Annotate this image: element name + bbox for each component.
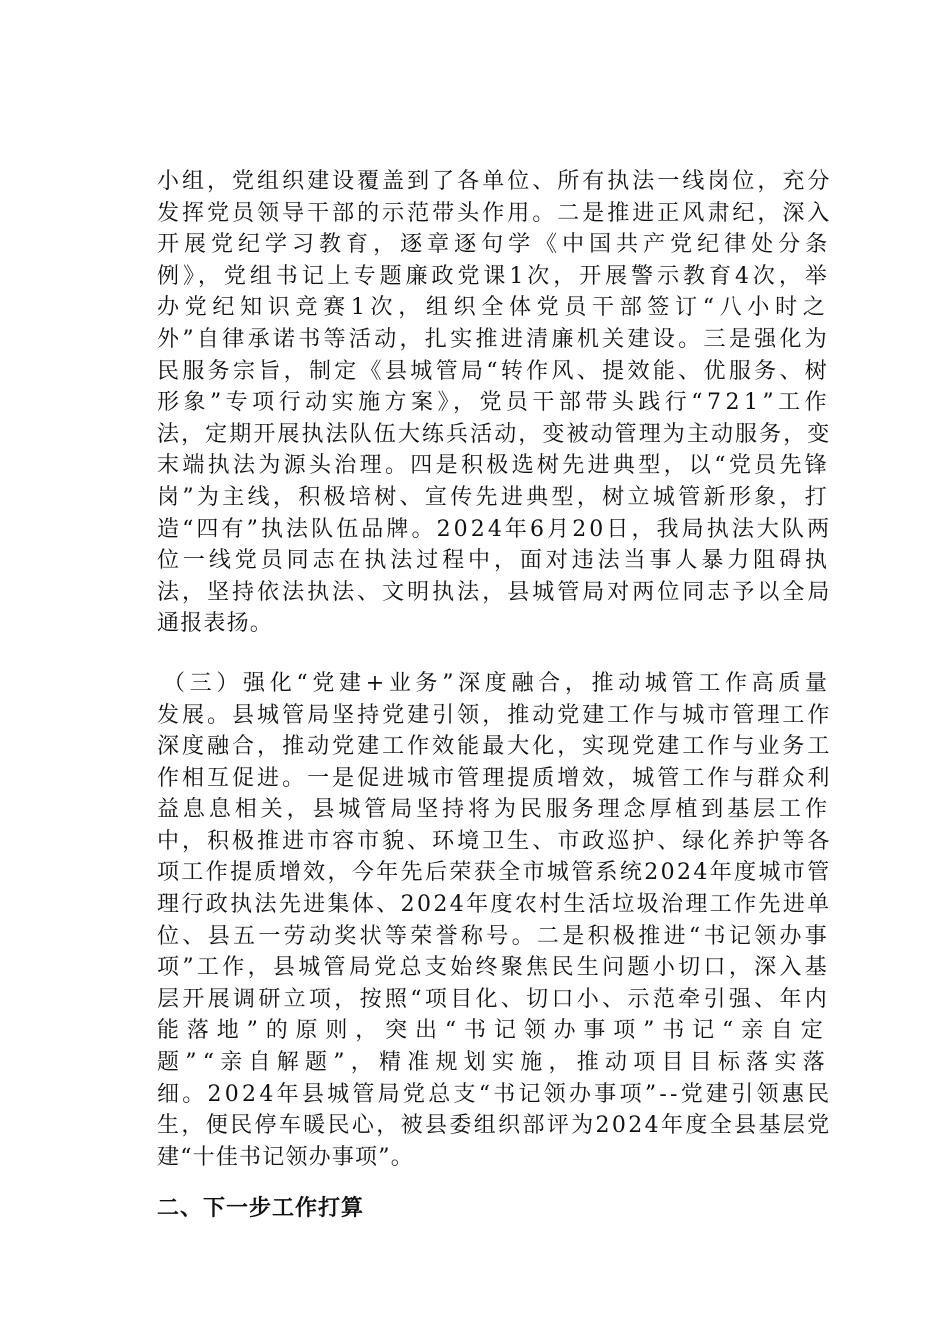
text-line [157,450,832,482]
line-text: 项”工作，县城管局党总支始终聚焦民生问题小切口，深入基 [157,955,831,981]
text-line [157,166,832,198]
text-line [157,1047,832,1079]
line-text: 建“十佳书记领办事项”。 [157,1144,414,1170]
line-text: 外”自律承诺书等活动，扎实推进清廉机关建设。三是强化为 [157,326,831,352]
line-text: 生，便民停车暖民心，被县委组织部评为2024年度全县基层党 [157,1113,832,1139]
text-line [157,763,832,795]
paragraph-1 [157,166,832,640]
text-line [157,1079,832,1111]
text-line [157,356,832,388]
line-text: 位、县五一劳动奖状等荣誉称号。二是积极推进“书记领办事 [157,923,831,949]
line-text: 益息息相关，县城管局坚持将为民服务理念厚植到基层工作 [157,797,831,823]
text-line [157,1142,832,1174]
text-line [157,292,832,324]
line-text: 民服务宗旨，制定《县城管局“转作风、提效能、优服务、树 [157,358,831,384]
text-line [157,608,832,640]
line-text: 项工作提质增效，今年先后荣获全市城管系统2024年度城市管 [157,860,832,886]
line-text: 办党纪知识竞赛1次，组织全体党员干部签订“八小时之 [157,295,831,321]
line-text: 位一线党员同志在执法过程中，面对违法当事人暴力阻碍执 [157,548,831,574]
text-line [157,514,832,546]
text-line [157,668,832,700]
line-text: 例》，党组书记上专题廉政党课1次，开展警示教育4次，举 [157,263,831,289]
text-line [157,545,832,577]
line-text: 深度融合，推动党建工作效能最大化，实现党建工作与业务工 [157,734,833,760]
text-line [157,952,832,984]
text-line [157,921,832,953]
text-line [157,984,832,1016]
document-body [157,166,832,1225]
text-line [157,198,832,230]
line-text: 形象”专项行动实施方案》，党员干部带头践行“721”工作 [157,390,832,416]
paragraph-gap [157,640,832,668]
line-text: 理行政执法先进集体、2024年度农村生活垃圾治理工作先进单 [157,892,832,918]
line-text: 岗”为主线，积极培树、宣传先进典型，树立城管新形象，打 [157,484,831,510]
line-text: 细。2024年县城管局党总支“书记领办事项”--党建引领惠民 [157,1081,833,1107]
line-text: 造“四有”执法队伍品牌。2024年6月20日，我局执法大队两 [157,516,833,542]
line-text: 末端执法为源头治理。四是积极选树先进典型，以“党员先锋 [157,453,831,479]
text-line [157,1110,832,1142]
text-line [157,1015,832,1047]
line-text: 小组，党组织建设覆盖到了各单位、所有执法一线岗位，充分 [157,169,833,194]
text-line [157,731,832,763]
text-line [157,857,832,889]
text-line [157,229,832,261]
text-line [157,794,832,826]
line-text: 层开展调研立项，按照“项目化、切口小、示范牵引强、年内 [157,986,831,1012]
text-line [157,387,832,419]
text-line [157,700,832,732]
section-heading: 二、下一步工作打算 [157,1196,365,1222]
text-line [157,482,832,514]
line-text: 发挥党员领导干部的示范带头作用。二是推进正风肃纪，深入 [157,200,833,226]
line-text: 发展。县城管局坚持党建引领，推动党建工作与城市管理工作 [157,702,833,728]
line-text: 题”“亲自解题”，精准规划实施，推动项目目标落实落 [157,1050,832,1076]
line-text: 能落地”的原则，突出“书记领办事项”书记“亲自定 [157,1018,831,1044]
line-text: （三）强化“党建+业务”深度融合，推动城管工作高质量 [163,670,832,696]
text-line [157,889,832,921]
text-line [157,419,832,451]
line-text: 开展党纪学习教育，逐章逐句学《中国共产党纪律处分条 [157,232,833,258]
line-text: 法，坚持依法执法、文明执法，县城管局对两位同志予以全局 [157,579,833,605]
line-text: 作相互促进。一是促进城市管理提质增效，城管工作与群众利 [157,765,833,791]
text-line [157,324,832,356]
text-line [157,826,832,858]
line-text: 法，定期开展执法队伍大练兵活动，变被动管理为主动服务，变 [157,421,832,447]
text-line [157,261,832,293]
paragraph-2 [157,668,832,1174]
line-text: 通报表扬。 [157,611,274,637]
line-text: 中，积极推进市容市貌、环境卫生、市政巡护、绿化养护等各 [157,828,833,854]
text-line [157,577,832,609]
